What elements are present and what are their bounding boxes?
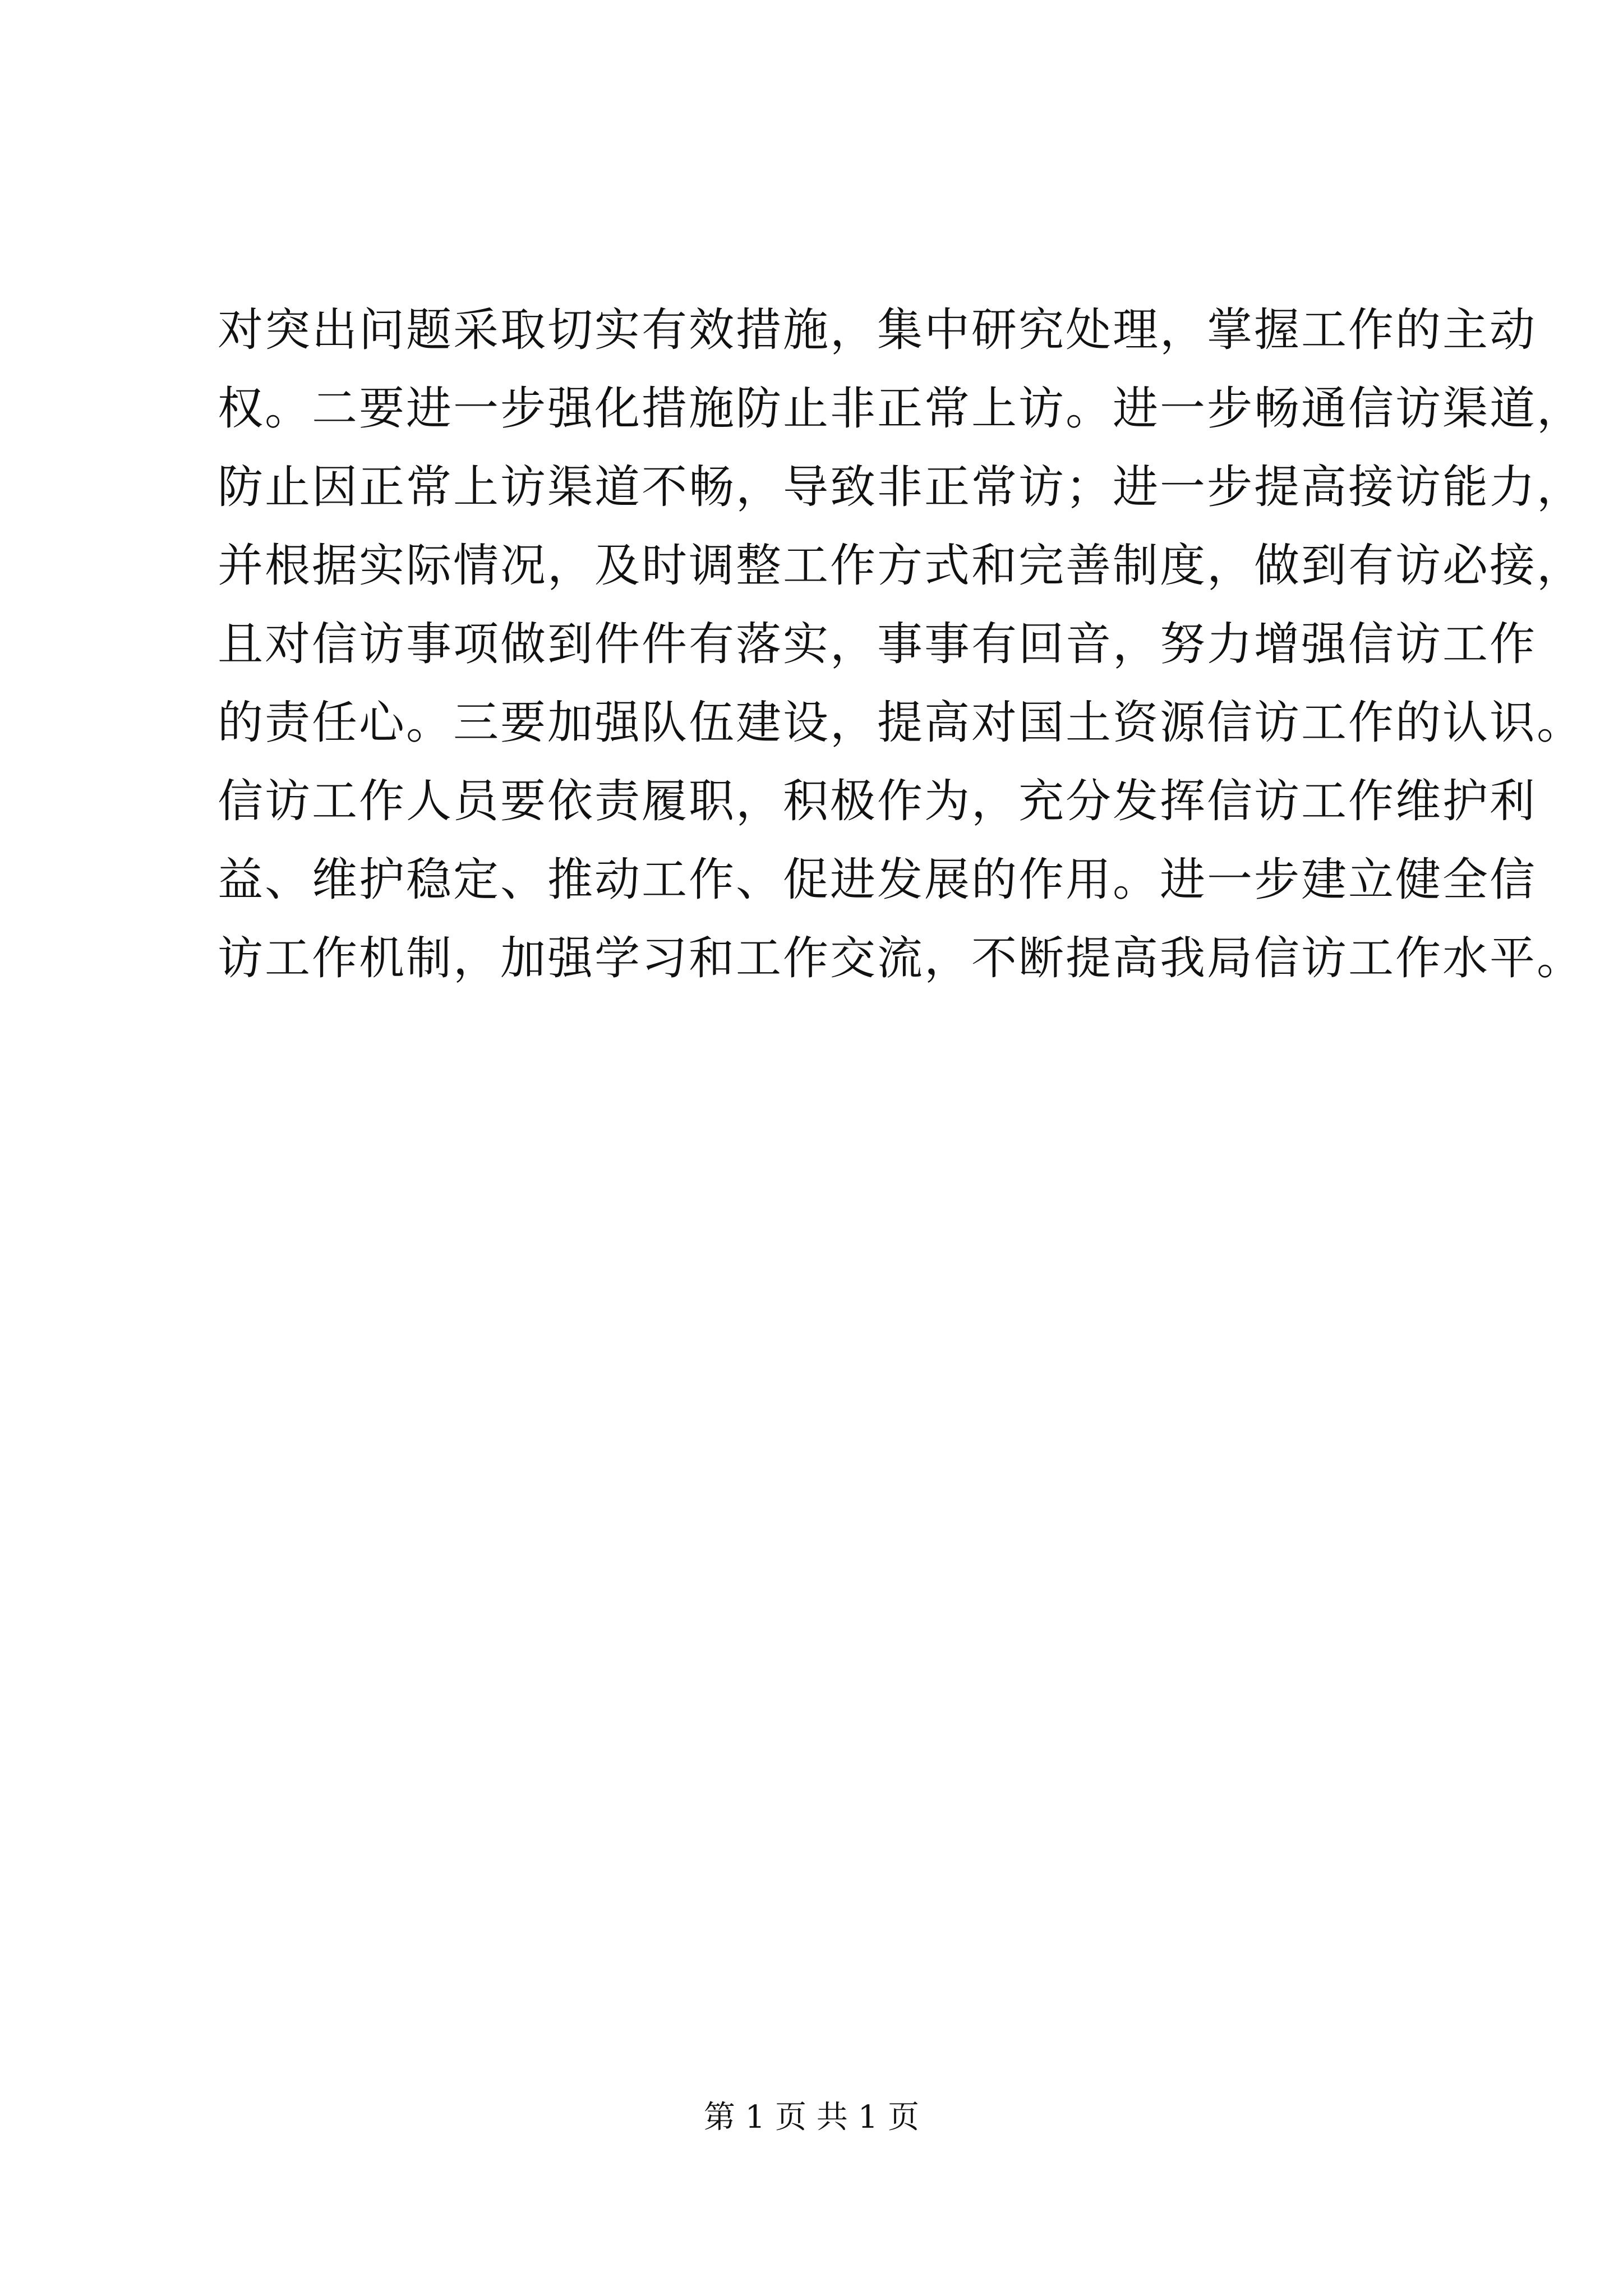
paragraph-line: 益、维护稳定、推动工作、促进发展的作用。进一步建立健全信 [218, 854, 1537, 907]
paragraph-line: 对突出问题采取切实有效措施，集中研究处理，掌握工作的主动 [218, 304, 1537, 357]
body-paragraph [218, 300, 1584, 1007]
paragraph-line: 的责任心。三要加强队伍建设，提高对国土资源信访工作的认识。 [218, 697, 1584, 749]
paragraph-line: 信访工作人员要依责履职，积极作为，充分发挥信访工作维护利 [218, 775, 1537, 828]
paragraph-line: 且对信访事项做到件件有落实，事事有回音，努力增强信访工作 [218, 618, 1537, 671]
page-footer: 第 1 页 共 1 页 [703, 2099, 920, 2136]
paragraph-line: 并根据实际情况，及时调整工作方式和完善制度，做到有访必接， [218, 540, 1584, 592]
paragraph-line: 防止因正常上访渠道不畅，导致非正常访；进一步提高接访能力， [218, 461, 1584, 514]
paragraph-line: 权。二要进一步强化措施防止非正常上访。进一步畅通信访渠道， [218, 383, 1584, 435]
paragraph-line: 访工作机制，加强学习和工作交流，不断提高我局信访工作水平。 [218, 932, 1584, 985]
